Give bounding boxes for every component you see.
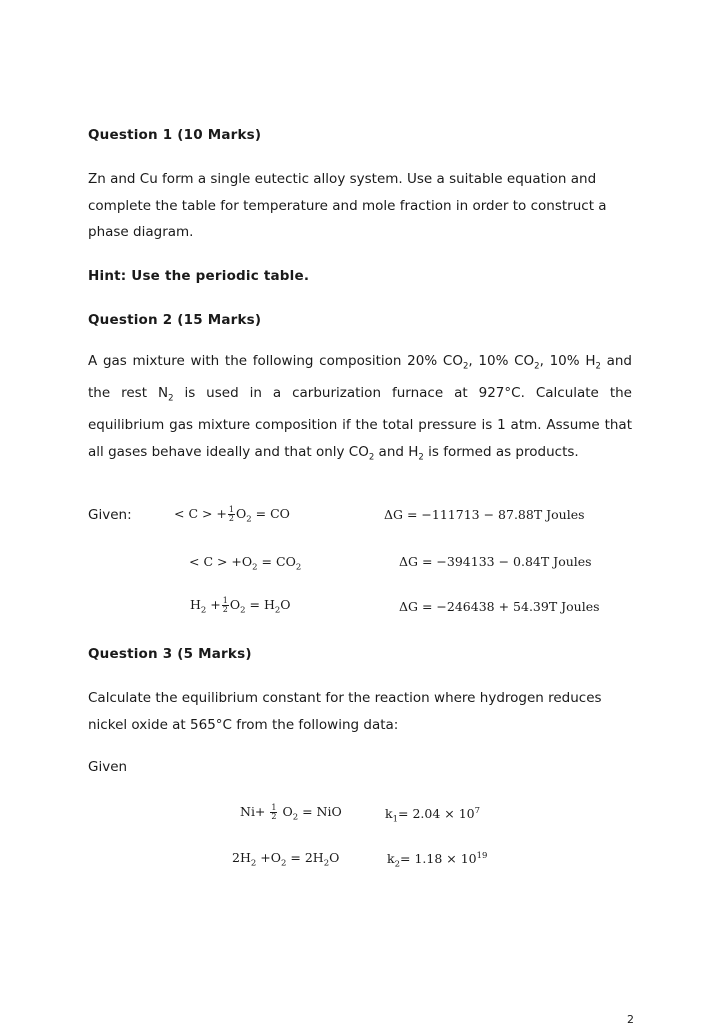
question-2-body: A gas mixture with the following composition 20% $CO_2$, 10% $CO_2$, 10% $H_2$ and the rest $N_2$ is used in a carburization furnace at 927°C. Calculate the equilibrium gas mixture composition if the total pressure is 1 atm. Assume that all gases behave ideally and that only $CO_2$ and $H_2$ is formed as products. (88, 353, 633, 463)
question-1-body: Zn and Cu form a single eutectic alloy system. Use a suitable equation and complete the table for temperature and mole fraction in order to construct a phase diagram. (88, 171, 607, 240)
q2-equation-1-delta-g: ΔG = −111713 − 87.88T Joules (384, 507, 585, 522)
question-3-given-label: Given (88, 759, 128, 775)
question-3-heading: Question 3 (5 Marks) (88, 646, 252, 662)
q3-equation-2: $2H_2 +O_2 = 2H_2O$ (232, 850, 340, 869)
q3-equation-1-k: $k_1= 2.04 \times 10^7$ (385, 806, 481, 825)
page-number: 2 (627, 1013, 634, 1026)
q2-equation-3-delta-g: ΔG = −246438 + 54.39T Joules (399, 599, 600, 614)
q2-equation-2: < $C > +O_2 = CO_2$ (189, 554, 302, 573)
q2-equation-3: $H_2$ + $\frac{1}{2}$ $O_2 = H_2O$ (190, 596, 291, 616)
q3-equation-1: Ni+ $\frac{1}{2}$ $O_2$ = NiO (240, 803, 342, 823)
q2-equation-1: < C > + $\frac{1}{2}$ $O_2$ = CO (174, 505, 290, 525)
question-1-heading: Question 1 (10 Marks) (88, 127, 262, 143)
question-2-given-label: Given: (88, 507, 132, 523)
question-1-hint: Hint: Use the periodic table. (88, 268, 310, 284)
question-3-body: Calculate the equilibrium constant for the reaction where hydrogen reduces nickel oxide at 565°C from the following data: (88, 690, 602, 733)
q2-equation-2-delta-g: ΔG = −394133 − 0.84T Joules (399, 554, 592, 569)
q3-equation-2-k: $k_2= 1.18 \times 10^{19}$ (387, 851, 488, 870)
question-2-heading: Question 2 (15 Marks) (88, 312, 262, 328)
